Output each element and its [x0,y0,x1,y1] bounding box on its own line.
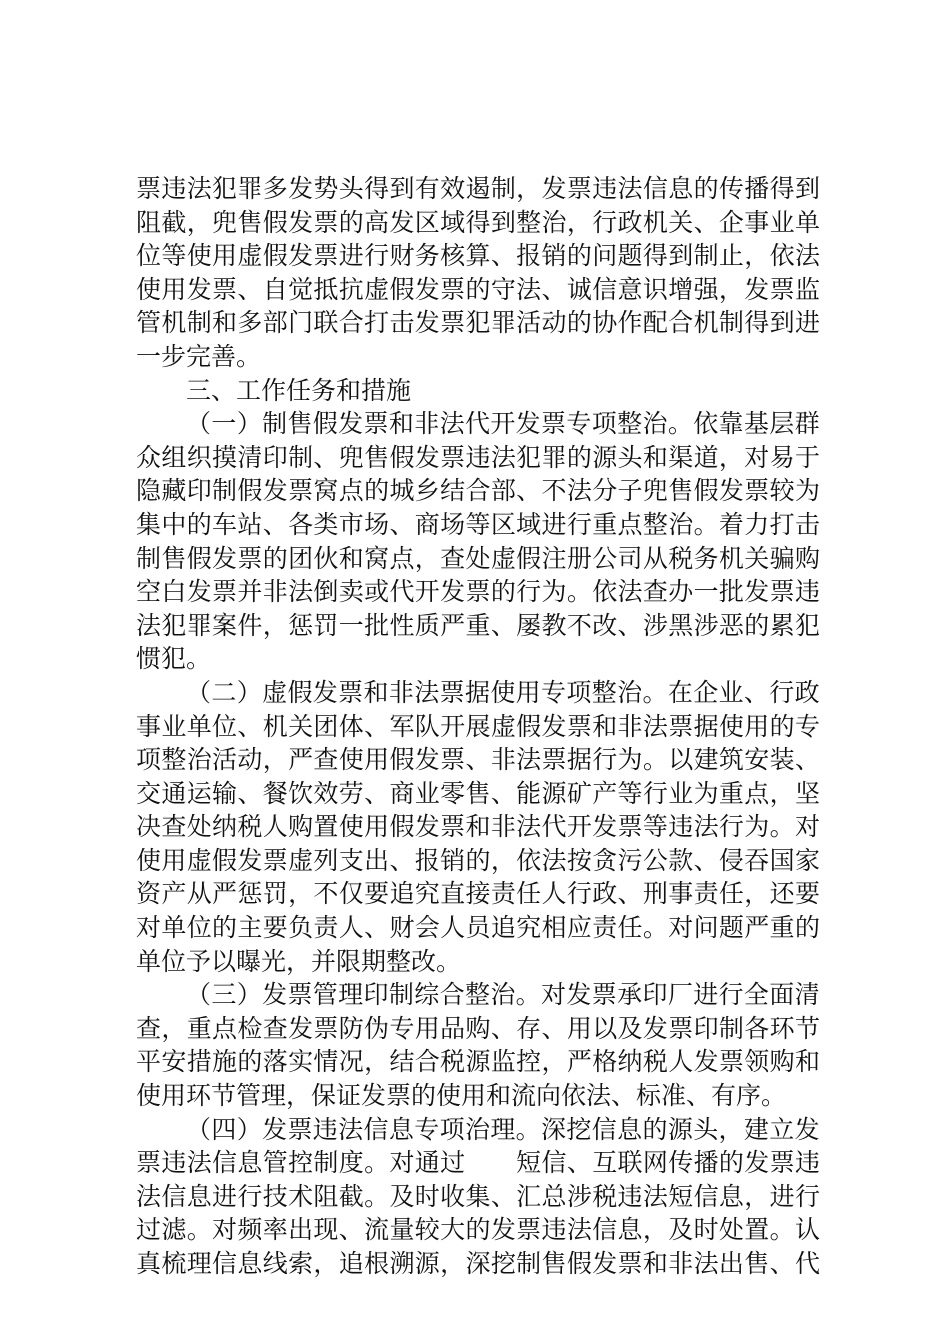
text-line: 查 ， 重 点 检 查 发 票 防 伪 专 用 品 购 、 存 、 用 以 及 发 票 印 制 各 环 节 [136,1013,820,1043]
text-line: 交 通 运 输 、 餐 饮 效 劳 、 商 业 零 售 、 能 源 矿 产 等 行 业 为 重 点 ， 坚 [136,778,820,808]
text-line: 使用环节管理，保证发票的使用和流向依法、标准、有序。 [136,1081,787,1111]
text-line: 对 单 位 的 主 要 负 责 人 、 财 会 人 员 追 究 相 应 责 任 。 对 问 题 严 重 的 [136,913,820,943]
text-line: 法 犯 罪 案 件 ， 惩 罚 一 批 性 质 严 重 、 屡 教 不 改 、 涉 黑 涉 恶 的 累 犯 [136,610,820,640]
text-line: 隐 藏 印 制 假 发 票 窝 点 的 城 乡 结 合 部 、 不 法 分 子 兜 售 假 发 票 较 为 [136,476,820,506]
text-line: 集 中 的 车 站 、 各 类 市 场 、 商 场 等 区 域 进 行 重 点 整 治 。 着 力 打 击 [136,509,820,539]
text-line: 一步完善。 [136,341,262,371]
text-line: （ 二 ） 虚 假 发 票 和 非 法 票 据 使 用 专 项 整 治 。 在 企 业 、 行 政 [186,677,820,707]
text-line: 平 安 措 施 的 落 实 情 况 ， 结 合 税 源 监 控 ， 严 格 纳 税 人 发 票 领 购 和 [136,1047,820,1077]
text-line: 使 用 发 票 、 自 觉 抵 抗 虚 假 发 票 的 守 法 、 诚 信 意 识 增 强 ， 发 票 监 [136,274,820,304]
text-line: 惯犯。 [136,644,212,674]
text-line: 资 产 从 严 惩 罚 ， 不 仅 要 追 究 直 接 责 任 人 行 政 、 刑 事 责 任 ， 还 要 [136,879,820,909]
text-line: 真 梳 理 信 息 线 索 ， 追 根 溯 源 ， 深 挖 制 售 假 发 票 和 非 法 出 售 、 代 [136,1249,820,1278]
text-line: 票 违 法 犯 罪 多 发 势 头 得 到 有 效 遏 制 ， 发 票 违 法 信 息 的 传 播 得 到 [136,174,820,203]
document-body [136,172,820,1281]
text-line: 决 查 处 纳 税 人 购 置 使 用 假 发 票 和 非 法 代 开 发 票 等 违 法 行 为 。 对 [136,812,820,842]
text-line: 票 违 法 信 息 管 控 制 度 。 对 通 过 短 信 、 互 联 网 传 播 的 发 票 违 [136,1148,820,1178]
text-line: 管 机 制 和 多 部 门 联 合 打 击 发 票 犯 罪 活 动 的 协 作 配 合 机 制 得 到 进 [136,308,820,338]
text-line: 三、工作任务和措施 [186,375,412,405]
text-line: 法 信 息 进 行 技 术 阻 截 。 及 时 收 集 、 汇 总 涉 税 违 法 短 信 息 ， 进 行 [136,1181,820,1211]
text-line: 过 滤 。 对 频 率 出 现 、 流 量 较 大 的 发 票 违 法 信 息 ， 及 时 处 置 。 认 [136,1215,820,1245]
text-line: 事 业 单 位 、 机 关 团 体 、 军 队 开 展 虚 假 发 票 和 非 法 票 据 使 用 的 专 [136,711,820,741]
text-line: 阻 截 ， 兜 售 假 发 票 的 高 发 区 域 得 到 整 治 ， 行 政 机 关 、 企 事 业 单 [136,207,820,237]
text-line: 空 白 发 票 并 非 法 倒 卖 或 代 开 发 票 的 行 为 。 依 法 查 办 一 批 发 票 违 [136,577,820,607]
text-line: 位 等 使 用 虚 假 发 票 进 行 财 务 核 算 、 报 销 的 问 题 得 到 制 止 ， 依 法 [136,241,820,271]
text-line: （ 三 ） 发 票 管 理 印 制 综 合 整 治 。 对 发 票 承 印 厂 进 行 全 面 清 [186,980,820,1010]
text-line: 单位予以曝光，并限期整改。 [136,946,462,976]
text-line: 制 售 假 发 票 的 团 伙 和 窝 点 ， 查 处 虚 假 注 册 公 司 从 税 务 机 关 骗 购 [136,543,820,573]
text-line: （ 一 ） 制 售 假 发 票 和 非 法 代 开 发 票 专 项 整 治 。 依 靠 基 层 群 [186,409,820,439]
text-line: 使 用 虚 假 发 票 虚 列 支 出 、 报 销 的 ， 依 法 按 贪 污 公 款 、 侵 吞 国 家 [136,845,820,875]
text-line: （ 四 ） 发 票 违 法 信 息 专 项 治 理 。 深 挖 信 息 的 源 头 ， 建 立 发 [186,1114,820,1144]
text-line: 众 组 织 摸 清 印 制 、 兜 售 假 发 票 违 法 犯 罪 的 源 头 和 渠 道 ， 对 易 于 [136,442,820,472]
text-line: 项 整 治 活 动 ， 严 查 使 用 假 发 票 、 非 法 票 据 行 为 。 以 建 筑 安 装 、 [136,745,820,775]
